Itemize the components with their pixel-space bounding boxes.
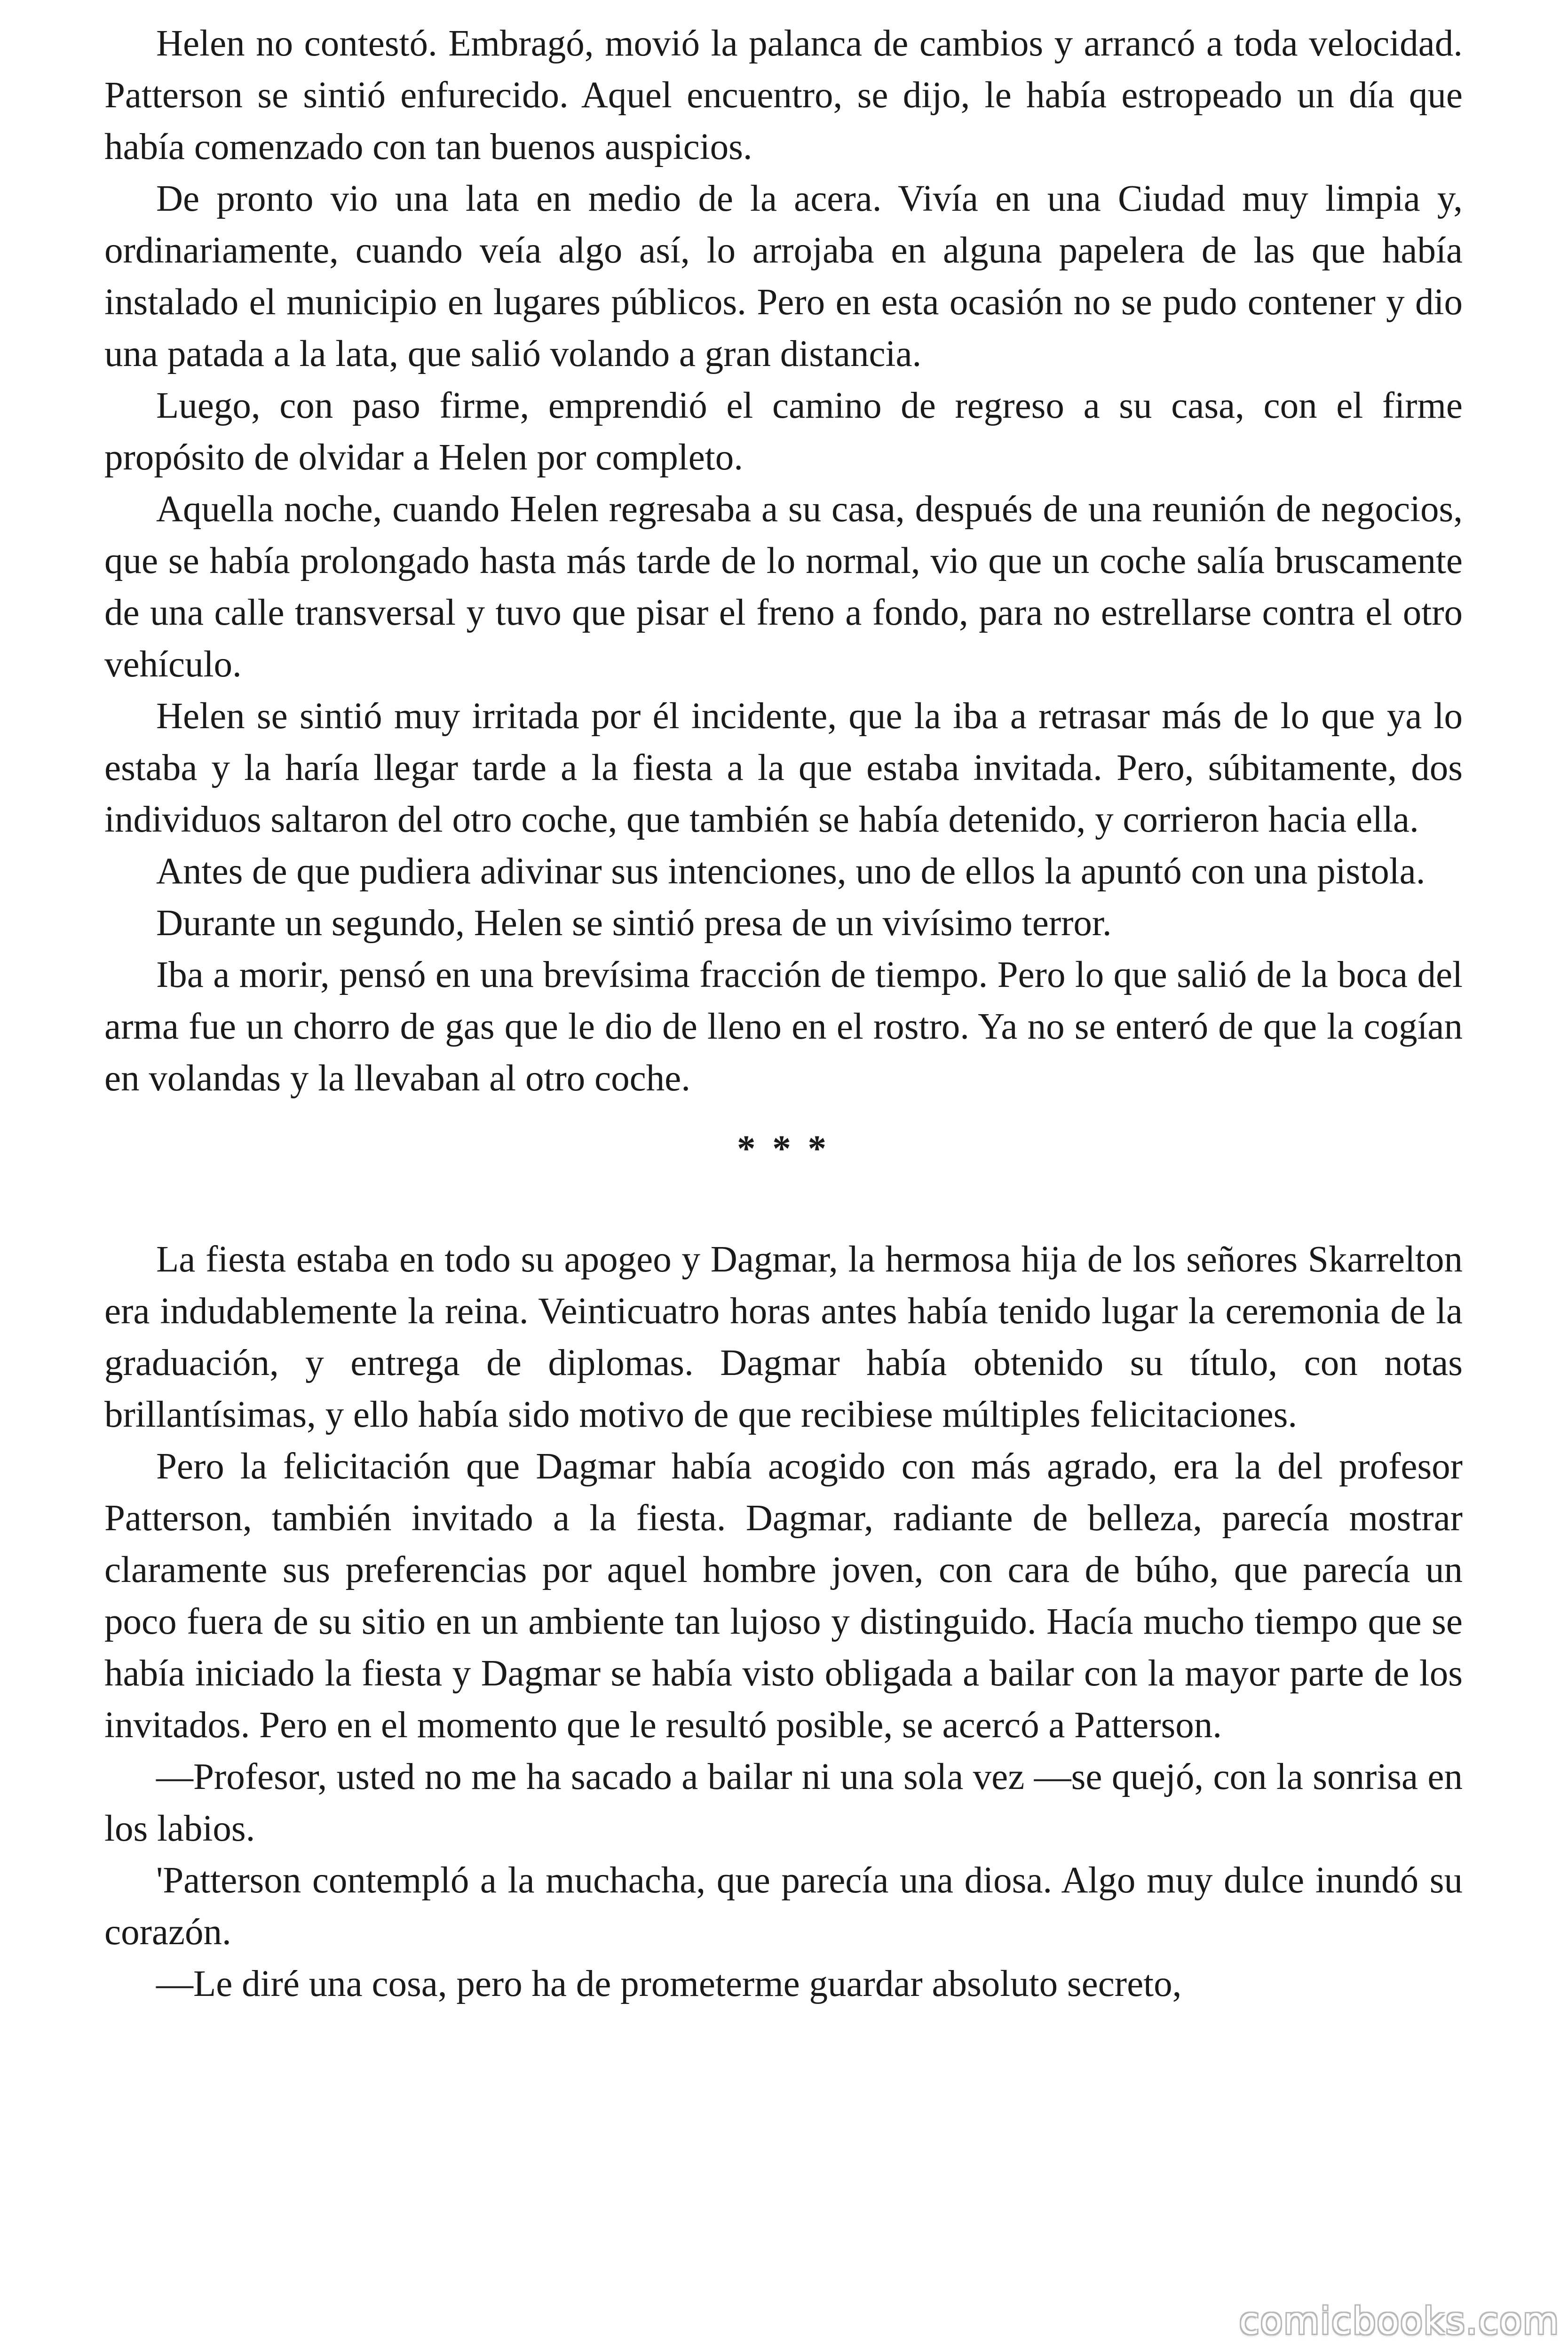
paragraph-6: Antes de que pudiera adivinar sus intenciones, uno de ellos la apuntó con una pistola. <box>156 851 1425 892</box>
paragraph-13: —Le diré una cosa, pero ha de prometerme guardar absoluto secreto, <box>156 1963 1182 2004</box>
paragraph-1: Helen no contestó. Embragó, movió la palanca de cambios y arrancó a toda velocidad. Patterson se sintió enfurecido. Aquel encuentro, se dijo, le había estropeado un día que había comenzado con tan buenos auspicios. <box>104 23 1463 167</box>
paragraph-10: Pero la felicitación que Dagmar había acogido con más agrado, era la del profesor Patterson, también invitado a la fiesta. Dagmar, radiante de belleza, parecía mostrar claramente sus preferencias por aquel hombre joven, con cara de búho, que parecía un poco fuera de su sitio en un ambiente tan lujoso y distinguido. Hacía mucho tiempo que se había iniciado la fiesta y Dagmar se había visto obligada a bailar con la mayor parte de los invitados. Pero en el momento que le resultó posible, se acercó a Patterson. <box>104 1446 1463 1746</box>
paragraph-11: —Profesor, usted no me ha sacado a bailar ni una sola vez —se quejó, con la sonrisa en los labios. <box>104 1756 1463 1849</box>
paragraph-2: De pronto vio una lata en medio de la acera. Vivía en una Ciudad muy limpia y, ordinariamente, cuando veía algo así, lo arrojaba en alguna papelera de las que había instalado el municipio en lugares públicos. Pero en esta ocasión no se pudo contener y dio una patada a la lata, que salió volando a gran distancia. <box>104 178 1463 374</box>
paragraph-3: Luego, con paso firme, emprendió el camino de regreso a su casa, con el firme propósito de olvidar a Helen por completo. <box>104 385 1463 478</box>
watermark: comicbooks.com <box>1239 2300 1560 2343</box>
document-page <box>104 18 1463 2010</box>
paragraph-5: Helen se sintió muy irritada por él incidente, que la iba a retrasar más de lo que ya lo estaba y la haría llegar tarde a la fiesta a la que estaba invitada. Pero, súbitamente, dos individuos saltaron del otro coche, que también se había detenido, y corrieron hacia ella. <box>104 696 1463 840</box>
paragraph-7: Durante un segundo, Helen se sintió presa de un vivísimo terror. <box>156 903 1112 944</box>
section-separator: * * * <box>737 1128 830 1169</box>
paragraph-12: 'Patterson contempló a la muchacha, que parecía una diosa. Algo muy dulce inundó su corazón. <box>104 1860 1463 1953</box>
paragraph-8: Iba a morir, pensó en una brevísima fracción de tiempo. Pero lo que salió de la boca del arma fue un chorro de gas que le dio de lleno en el rostro. Ya no se enteró de que la cogían en volandas y la llevaban al otro coche. <box>104 954 1463 1099</box>
paragraph-9: La fiesta estaba en todo su apogeo y Dagmar, la hermosa hija de los señores Skarrelton era indudablemente la reina. Veinticuatro horas antes había tenido lugar la ceremonia de la graduación, y entrega de diplomas. Dagmar había obtenido su título, con notas brillantísimas, y ello había sido motivo de que recibiese múltiples felicitaciones. <box>104 1239 1463 1435</box>
paragraph-4: Aquella noche, cuando Helen regresaba a su casa, después de una reunión de negocios, que se había prolongado hasta más tarde de lo normal, vio que un coche salía bruscamente de una calle transversal y tuvo que pisar el freno a fondo, para no estrellarse contra el otro vehículo. <box>104 489 1463 685</box>
